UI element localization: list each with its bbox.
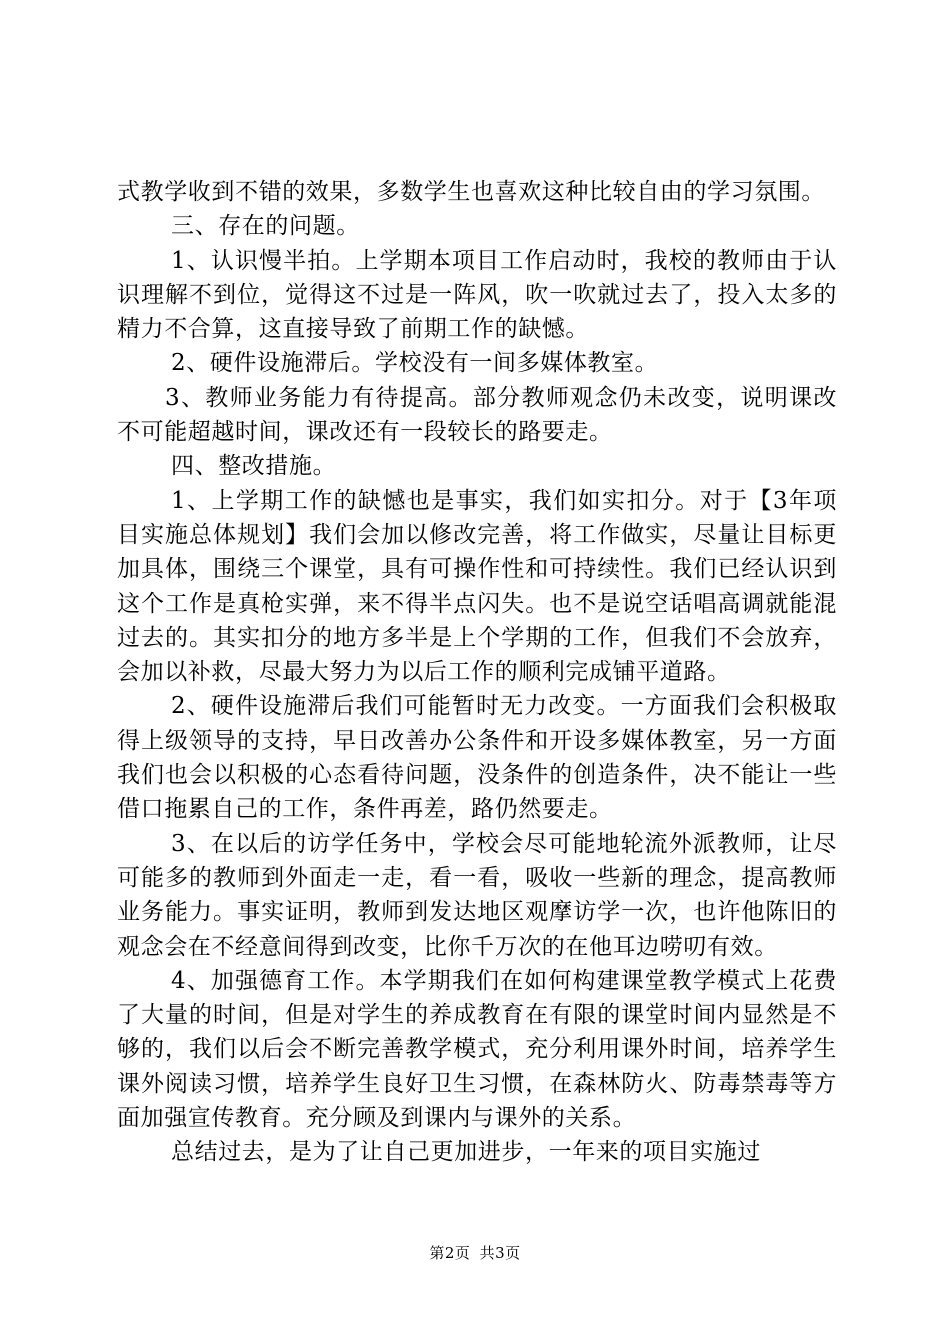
paragraph-measure-3: 3、在以后的访学任务中，学校会尽可能地轮流外派教师，让尽可能多的教师到外面走一走，看一看，吸收一些新的理念，提高教师业务能力。事实证明，教师到发达地区观摩访学一次，也许他陈旧的观念会在不经意间得到改变，比你千万次的在他耳边唠叨有效。 [117,830,837,960]
page-number: 第2页 [429,1244,471,1262]
paragraph-measure-4: 4、加强德育工作。本学期我们在如何构建课堂教学模式上花费了大量的时间，但是对学生的养成教育在有限的课堂时间内显然是不够的，我们以后会不断完善教学模式，充分利用课外时间，培养学生课外阅读习惯，培养学生良好卫生习惯，在森林防火、防毒禁毒等方面加强宣传教育。充分顾及到课内与课外的关系。 [117,967,837,1132]
document-body [117,175,837,1170]
section-heading-measures: 四、整改措施。 [171,453,337,480]
paragraph-problem-2: 2、硬件设施滞后。学校没有一间多媒体教室。 [171,350,659,377]
paragraph-problem-3: 3、教师业务能力有待提高。部分教师观念仍未改变，说明课改不可能超越时间，课改还有一段较长的路要走。 [117,384,837,446]
paragraph-problem-1: 1、认识慢半拍。上学期本项目工作启动时，我校的教师由于认识理解不到位，觉得这不过是一阵风，吹一吹就过去了，投入太多的精力不合算，这直接导致了前期工作的缺憾。 [117,247,837,343]
paragraph-continuation: 式教学收到不错的效果，多数学生也喜欢这种比较自由的学习氛围。 [117,179,825,205]
page-total: 共3页 [479,1244,521,1262]
paragraph-measure-2: 2、硬件设施滞后我们可能暂时无力改变。一方面我们会积极取得上级领导的支持，早日改善办公条件和开设多媒体教室，另一方面我们也会以积极的心态看待问题，没条件的创造条件，决不能让一些借口拖累自己的工作，条件再差，路仍然要走。 [117,693,837,823]
page-footer [0,1242,950,1263]
paragraph-summary: 总结过去，是为了让自己更加进步，一年来的项目实施过 [171,1139,761,1166]
paragraph-measure-1: 1、上学期工作的缺憾也是事实，我们如实扣分。对于【3年项目实施总体规划】我们会加以修改完善，将工作做实，尽量让目标更加具体，围绕三个课堂，具有可操作性和可持续性。我们已经认识到这个工作是真枪实弹，来不得半点闪失。也不是说空话唱高调就能混过去的。其实扣分的地方多半是上个学期的工作，但我们不会放弃，会加以补救，尽最大努力为以后工作的顺利完成铺平道路。 [117,487,837,686]
section-heading-problems: 三、存在的问题。 [171,213,360,240]
